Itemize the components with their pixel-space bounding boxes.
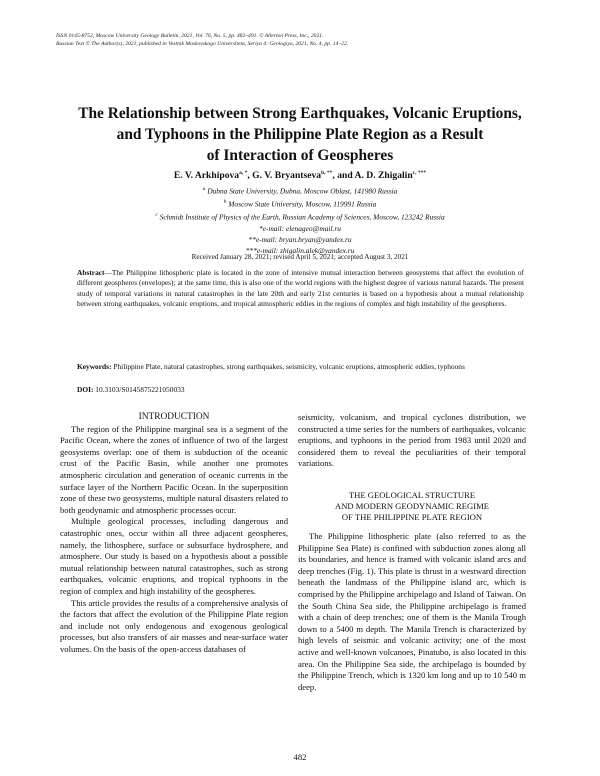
author-list [40,170,560,181]
author-1: E. V. Arkhipova [173,170,240,182]
doi [77,385,524,394]
author-3: A. D. Zhigalin [354,170,413,182]
email-3: ***e-mail: zhigalin.alek@yandex.ru [245,246,355,256]
intro-paragraph-2: Multiple geological processes, including dangerous and catastrophic ones, occur within all three adjacent geospheres, namely, the lithosphere, surface or subsurface hydrosphere, and atmosphere. Our study is based on a hypothesis about a possible mutual relationship between natural catastrophes, such as strong earthquakes, volcanic eruptions, and tropical typhoons in the region of complex and high instability of the geospheres. [60,516,288,596]
running-header [56,32,556,48]
title-line-1: The Relationship between Strong Earthquakes, Volcanic Eruptions, [78,105,522,122]
abstract-text: —The Philippine lithospheric plate is located in the zone of intensive mutual interaction between geosystems that affect the evolution of different geospheres (envelopes); at the same time, this is also one of the world regions with the highest degree of various natural hazards. The present study of temporal variations in natural catastrophes in the late 20th and early 21st centuries is based on a hypothesis about a mutual relationship between strong earthquakes, volcanic eruptions, and tropical atmospheric eddies in the regions of complex and high instability of the geospheres. [77,268,524,309]
affiliation-a-text: Dubna State University, Dubna, Moscow Oblast, 141980 Russia [207,186,398,196]
intro-paragraph-3: This article provides the results of a comprehensive analysis of the factors that affect the evolution of the Philippine Plate region and include not only endogenous and exogenous geological processes, but also transfers of air masses and near-surface water volumes. On the basis of the open-access databases of [60,597,288,654]
abstract [77,268,524,310]
title-line-2: and Typhoons in the Philippine Plate Region as a Result [116,126,484,143]
keywords [77,362,524,372]
affiliation-a [40,184,560,197]
doi-label: DOI: [77,385,94,394]
intro-paragraph-3-continued: seismicity, volcanism, and tropical cyclones distribution, we constructed a time series for the numbers of earthquakes, volcanic eruptions, and typhoons in the period from 1983 until 2020 and considered them to reveal the peculiarities of their temporal variations. [298,412,526,469]
section2-paragraph-1: The Philippine lithospheric plate (also referred to as the Philippine Sea Plate) is confined with subduction zones along all its boundaries, and hence is framed with volcanic island arcs and deep trenches (Fig. 1). This plate is thrust in a westward direction beneath the landmass of the Philippine island arc, which is comprised by the Philippine archipelago and Island of Taiwan. On the South China Sea side, the Philippine archipelago is framed with a chain of deep trenches; one of them is the Manila Trough down to a 5400 m depth. The Manila Trench is characterized by high levels of seismic and volcanic activity; one of the most active and well-known volcanoes, Pinatubo, is also located in this area. On the Philippine Sea side, the archipelago is bounded by the Philippine Trench, which is 1320 km long and up to 10 540 m deep. [298,530,526,692]
email-2: **e-mail: bryan.bryan@yandex.ru [248,235,352,245]
abstract-label: Abstract [77,268,105,277]
affiliation-b-text: Moscow State University, Moscow, 119991 Russia [228,199,377,209]
header-line-2: Russian Text © The Author(s), 2021, published in Vestnik Moskovskogo Universiteta, Seriya 4: Geologiya, 2021, No. 4, pp. 14–22. [56,41,349,47]
title-line-3: of Interaction of Geospheres [206,147,394,164]
section2-heading-line-3: OF THE PHILIPPINE PLATE REGION [341,511,483,522]
keywords-text: Philippine Plate, natural catastrophes, strong earthquakes, seismicity, volcanic eruptions, atmospheric eddies, typhoons [111,362,465,371]
author-2-affil: b, ** [321,170,333,176]
affiliation-b-sup: b [223,198,227,205]
doi-text: 10.3103/S0145875221050033 [93,385,185,394]
affiliation-a-sup: a [202,186,206,192]
received-dates: Received January 28, 2021; revised April 5, 2021; accepted August 3, 2021 [191,253,409,261]
author-separator: , [247,170,253,182]
author-3-affil: c, *** [412,170,427,176]
section-heading-geological-structure [298,490,526,523]
affiliation-c [40,210,560,223]
section2-heading-line-1: THE GEOLOGICAL STRUCTURE [348,489,476,500]
right-column [298,412,526,693]
keywords-label: Keywords: [77,362,112,371]
affiliation-c-text: Schmidt Institute of Physics of the Earth, Russian Academy of Sciences, Moscow, 123242 Russia [159,212,445,222]
author-2: G. V. Bryantseva [252,170,322,182]
intro-paragraph-1: The region of the Philippine marginal sea is a segment of the Pacific Ocean, where the zones of influence of two of the largest geosystems overlap: one of them is subduction of the oceanic crust of the Pacific Basin, while another one promotes atmospheric circulation and generation of oceanic currents in the surface layer of the Northern Pacific Ocean. In the superposition zone of these two geosystems, multiple natural disasters related to both geodynamic and atmospheric processes occur. [60,423,288,515]
section-heading-introduction: INTRODUCTION [138,412,210,422]
author-1-affil: a, * [239,170,248,176]
author-joiner: , and [332,170,355,182]
email-1: *e-mail: elenageo@mail.ru [259,223,341,233]
affiliation-b [40,197,560,210]
affiliation-c-sup: c [155,211,158,218]
article-title [40,103,560,166]
page-number: 482 [293,752,307,762]
affiliations [40,184,560,257]
left-column [60,412,288,655]
header-line-1: ISSN 0145-8752, Moscow University Geology Bulletin, 2021, Vol. 76, No. 5, pp. 482–491. © Allerton Press, Inc., 2021. [56,33,324,39]
section2-heading-line-2: AND MODERN GEODYNAMIC REGIME [335,500,489,511]
